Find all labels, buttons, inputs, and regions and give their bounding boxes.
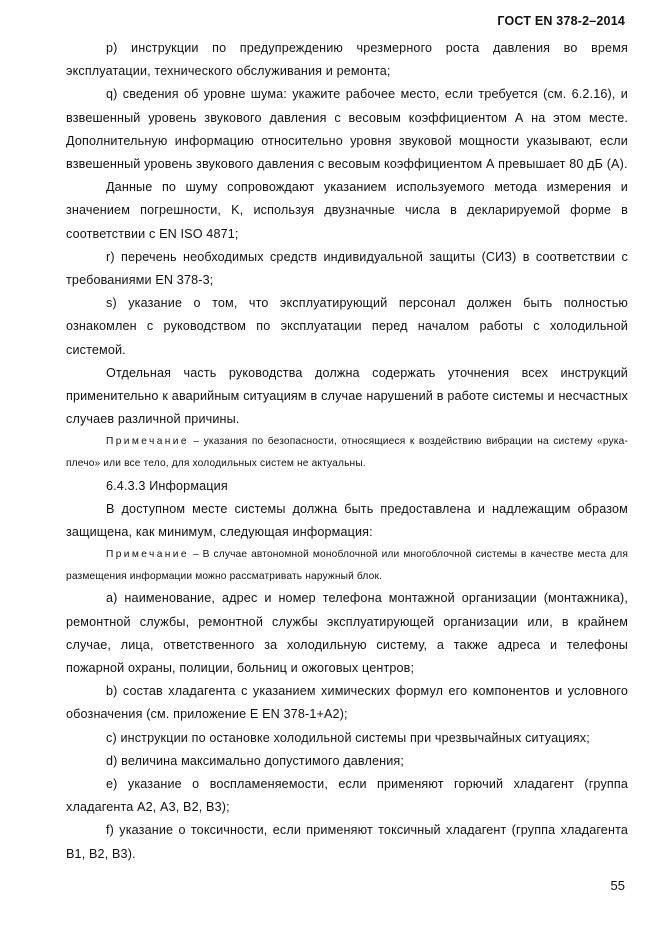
- list-item-e: e) указание о воспламеняемости, если применяют горючий хладагент (группа хладагента А2, А3, В2, В3);: [66, 777, 628, 815]
- paragraph-item-s: s) указание о том, что эксплуатирующий персонал должен быть полностью ознакомлен с руководством по эксплуатации перед началом работы с холодильной системой.: [66, 296, 628, 357]
- paragraph-item-q: q) сведения об уровне шума: укажите рабочее место, если требуется (см. 6.2.16), и взвешенный уровень звукового давления с весовым коэффициентом А на этом месте. Дополнительную информацию относительно уровня звуковой мощности указывают, если взвешенный уровень звукового давления с весовым коэффициентом А превышает 80 дБ (А).: [66, 87, 628, 172]
- list-item-f: f) указание о токсичности, если применяют токсичный хладагент (группа хладагента В1, В2, В3).: [66, 823, 628, 861]
- note-label: Примечание: [106, 549, 189, 561]
- list-item-b: b) состав хладагента с указанием химических формул его компонентов и условного обозначения (см. приложение Е EN 378-1+A2);: [66, 684, 628, 722]
- page-number: 55: [610, 878, 625, 893]
- section-heading: 6.4.3.3 Информация: [106, 478, 228, 493]
- document-header: ГОСТ EN 378-2–2014: [497, 14, 625, 28]
- list-item-a: a) наименование, адрес и номер телефона монтажной организации (монтажника), ремонтной службы, ремонтной службы эксплуатирующей организации или, в крайнем случае, лица, ответственного за холодильную систему, а также адреса и телефоны пожарной охраны, полиции, больниц и ожоговых центров;: [66, 591, 628, 676]
- note-text: – В случае автономной моноблочной или многоблочной системы в качестве места для размещения информации можно рассматривать наружный блок.: [66, 549, 628, 582]
- note-vibration: [66, 431, 628, 474]
- note-text: – указания по безопасности, относящиеся к воздействию вибрации на систему «рука-плечо» или все тело, для холодильных систем не актуальны.: [66, 436, 628, 470]
- page-body: [66, 37, 628, 866]
- paragraph-information-intro: В доступном месте системы должна быть предоставлена и надлежащим образом защищена, как минимум, следующая информация:: [66, 501, 628, 540]
- list-item-d: d) величина максимально допустимого давления;: [106, 753, 405, 768]
- paragraph-item-p: p) инструкции по предупреждению чрезмерного роста давления во время эксплуатации, технического обслуживания и ремонта;: [66, 41, 628, 79]
- note-label: Примечание: [106, 436, 189, 448]
- paragraph-noise-data: Данные по шуму сопровождают указанием используемого метода измерения и значением погрешности, K, используя двузначные числа в декларируемой форме в соответствии с EN ISO 4871;: [66, 180, 628, 241]
- list-item-c: c) инструкции по остановке холодильной системы при чрезвычайных ситуациях;: [106, 730, 590, 745]
- paragraph-item-r: r) перечень необходимых средств индивидуальной защиты (СИЗ) в соответствии с требованиями EN 378-3;: [66, 249, 628, 288]
- paragraph-emergency-instructions: Отдельная часть руководства должна содержать уточнения всех инструкций применительно к аварийным ситуациям в случае нарушений в работе системы и несчастных случаев различной причины.: [66, 365, 628, 427]
- note-outdoor-unit: [66, 544, 628, 587]
